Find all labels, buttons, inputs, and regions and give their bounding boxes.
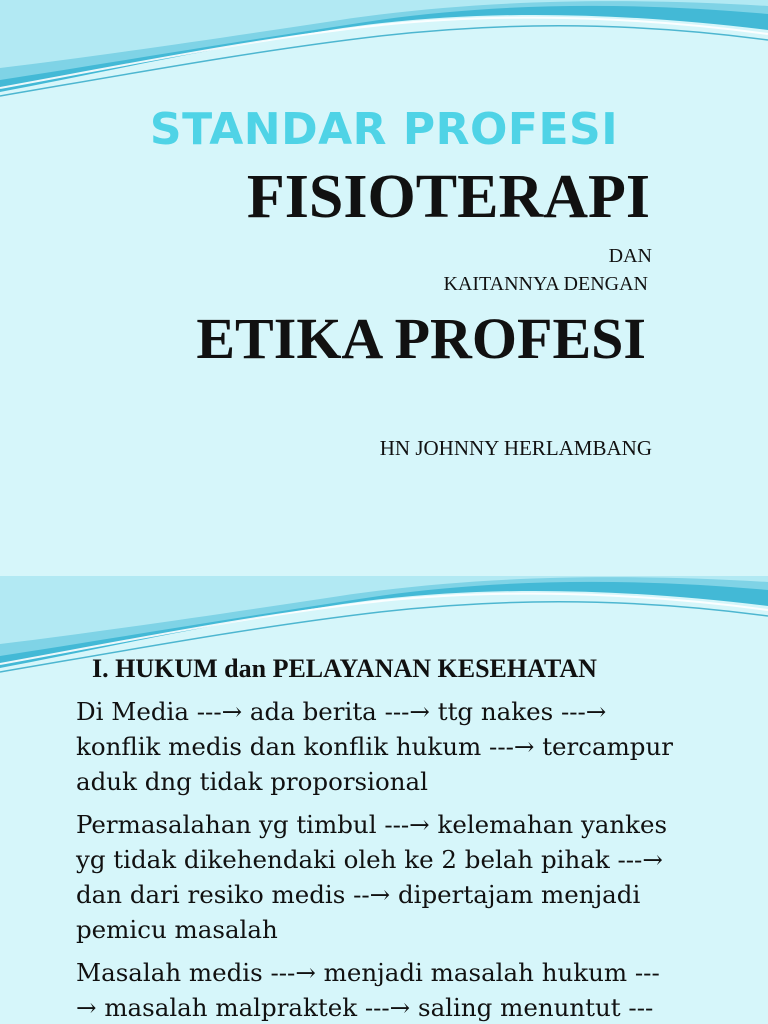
paragraph-masalah-medis bbox=[76, 955, 746, 1024]
title-fisioterapi: FISIOTERAPI bbox=[246, 163, 650, 231]
title-etika-profesi: ETIKA PROFESI bbox=[196, 306, 646, 371]
text-line: yg tidak dikehendaki oleh ke 2 belah pihak ---→ bbox=[76, 845, 663, 874]
subtitle-dan: DAN bbox=[608, 245, 652, 267]
author-name: HN JOHNNY HERLAMBANG bbox=[379, 436, 652, 460]
paragraph-permasalahan bbox=[76, 807, 746, 947]
text-line: dan dari resiko medis --→ dipertajam menjadi bbox=[76, 880, 641, 909]
text-line: Permasalahan yg timbul ---→ kelemahan yankes bbox=[76, 810, 668, 839]
text-line: pemicu masalah bbox=[76, 915, 278, 944]
section-body bbox=[76, 694, 746, 1024]
title-standar-profesi: STANDAR PROFESI bbox=[149, 104, 619, 155]
paragraph-media bbox=[76, 694, 746, 799]
text-line: aduk dng tidak proporsional bbox=[76, 767, 428, 796]
subtitle-kaitannya-dengan: KAITANNYA DENGAN bbox=[443, 273, 648, 295]
text-line: Di Media ---→ ada berita ---→ ttg nakes ---→ bbox=[76, 697, 607, 726]
section-heading: I. HUKUM dan PELAYANAN KESEHATAN bbox=[92, 654, 597, 683]
text-line: konflik medis dan konflik hukum ---→ tercampur bbox=[76, 732, 673, 761]
text-line: → masalah malpraktek ---→ saling menuntut --- bbox=[76, 993, 654, 1022]
decorative-wave-header bbox=[0, 0, 768, 110]
text-line: Masalah medis ---→ menjadi masalah hukum --- bbox=[76, 958, 660, 987]
content-slide bbox=[0, 576, 768, 1024]
